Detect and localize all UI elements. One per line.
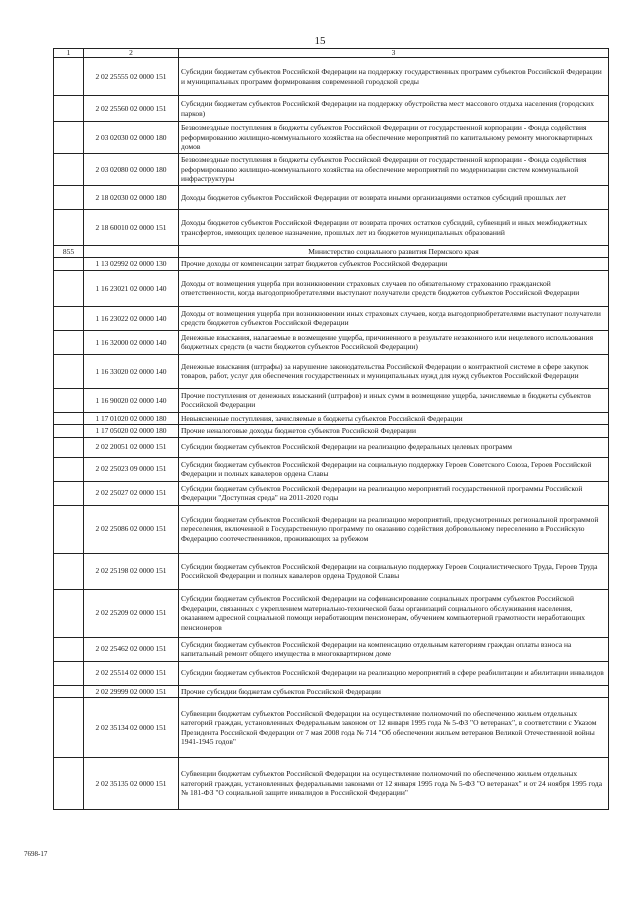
header-col-2: 2 [84, 49, 179, 58]
table-row [54, 698, 609, 758]
agency-code-cell [54, 122, 84, 154]
agency-code-cell [54, 589, 84, 637]
budget-code-cell: 1 13 02992 02 0000 130 [84, 258, 179, 270]
agency-code-cell [54, 481, 84, 505]
budget-code-cell: 2 18 60010 02 0000 151 [84, 210, 179, 246]
budget-code-cell: 1 16 33020 02 0000 140 [84, 354, 179, 388]
description-cell: Субсидии бюджетам субъектов Российской Федерации на поддержку государственных программ субъектов Российской Федерации и муниципальных программ формирования современной городской среды [179, 58, 609, 96]
agency-code-cell [54, 425, 84, 437]
table-row [54, 186, 609, 210]
description-cell: Субвенции бюджетам субъектов Российской Федерации на осуществление полномочий по обеспечению жильем отдельных категорий граждан, установленных федеральными законами от 12 января 1995 года № 5-ФЗ "О ветеранах" и от 24 ноября 1995 года № 181-ФЗ "О социальной защите инвалидов в Российской Федерации" [179, 758, 609, 810]
table-row [54, 58, 609, 96]
table-row [54, 589, 609, 637]
budget-code-cell: 2 02 25462 02 0000 151 [84, 637, 179, 661]
description-cell: Денежные взыскания, налагаемые в возмещение ущерба, причиненного в результате незаконного или нецелевого использования бюджетных средств (в части бюджетов субъектов Российской Федерации) [179, 330, 609, 354]
agency-code-cell [54, 388, 84, 412]
budget-code-cell: 2 02 25023 09 0000 151 [84, 457, 179, 481]
agency-code-cell [54, 553, 84, 589]
agency-code-cell [54, 661, 84, 685]
agency-code-cell [54, 698, 84, 758]
table-row [54, 210, 609, 246]
description-cell: Невыясненные поступления, зачисляемые в бюджеты субъектов Российской Федерации [179, 412, 609, 424]
description-cell: Прочие субсидии бюджетам субъектов Российской Федерации [179, 685, 609, 697]
table-header-row [54, 49, 609, 58]
agency-code-cell [54, 758, 84, 810]
budget-code-cell: 2 02 25086 02 0000 151 [84, 505, 179, 553]
description-cell: Субсидии бюджетам субъектов Российской Федерации на реализацию мероприятий, предусмотренных региональной программой переселения, включенной в Государственную программу по оказанию содействия добровольному переселению в Российскую Федерацию соотечественников, проживающих за рубежом [179, 505, 609, 553]
description-cell: Субсидии бюджетам субъектов Российской Федерации на поддержку обустройства мест массового отдыха населения (городских парков) [179, 96, 609, 122]
table-row [54, 437, 609, 457]
description-cell: Субсидии бюджетам субъектов Российской Федерации на социальную поддержку Героев Советского Союза, Героев Российской Федерации и полных кавалеров ордена Славы [179, 457, 609, 481]
table-row [54, 354, 609, 388]
budget-code-cell: 2 03 02080 02 0000 180 [84, 154, 179, 186]
description-cell: Министерство социального развития Пермского края [179, 246, 609, 258]
agency-code-cell [54, 306, 84, 330]
description-cell: Прочие доходы от компенсации затрат бюджетов субъектов Российской Федерации [179, 258, 609, 270]
agency-code-cell [54, 354, 84, 388]
agency-code-cell [54, 186, 84, 210]
agency-code-cell [54, 330, 84, 354]
description-cell: Безвозмездные поступления в бюджеты субъектов Российской Федерации от государственной корпорации - Фонда содействия реформированию жилищно-коммунального хозяйства на обеспечение мероприятий по капитальному ремонту многоквартирных домов [179, 122, 609, 154]
budget-code-cell: 2 02 25027 02 0000 151 [84, 481, 179, 505]
agency-code-cell [54, 412, 84, 424]
description-cell: Субсидии бюджетам субъектов Российской Федерации на компенсацию отдельным категориям граждан оплаты взноса на капитальный ремонт общего имущества в многоквартирном доме [179, 637, 609, 661]
budget-code-cell: 2 03 02030 02 0000 180 [84, 122, 179, 154]
budget-code-cell: 2 02 29999 02 0000 151 [84, 685, 179, 697]
table-row [54, 154, 609, 186]
budget-code-cell: 1 16 32000 02 0000 140 [84, 330, 179, 354]
table-row [54, 425, 609, 437]
agency-code-cell [54, 637, 84, 661]
agency-code-cell [54, 457, 84, 481]
budget-code-cell: 2 02 20051 02 0000 151 [84, 437, 179, 457]
description-cell: Субсидии бюджетам субъектов Российской Федерации на социальную поддержку Героев Социалистического Труда, Героев Труда Российской Федерации и полных кавалеров ордена Трудовой Славы [179, 553, 609, 589]
budget-code-cell: 1 16 90020 02 0000 140 [84, 388, 179, 412]
budget-code-cell: 2 02 25209 02 0000 151 [84, 589, 179, 637]
table-row [54, 96, 609, 122]
budget-code-cell: 1 16 23021 02 0000 140 [84, 270, 179, 306]
description-cell: Субвенции бюджетам субъектов Российской Федерации на осуществление полномочий по обеспечению жильем отдельных категорий граждан, установленных Федеральным законом от 12 января 1995 года № 5-ФЗ "О ветеранах", в соответствии с Указом Президента Российской Федерации от 7 мая 2008 года № 714 "Об обеспечении жильем ветеранов Великой Отечественной войны 1941-1945 годов" [179, 698, 609, 758]
table-row [54, 122, 609, 154]
page-number: 15 [314, 35, 326, 47]
table-row [54, 270, 609, 306]
table-row [54, 412, 609, 424]
document-footer-code: 7698-17 [24, 850, 48, 858]
budget-code-cell: 2 02 25514 02 0000 151 [84, 661, 179, 685]
description-cell: Доходы от возмещения ущерба при возникновении иных страховых случаев, когда выгодоприобретателями выступают получатели средств бюджетов субъектов Российской Федерации [179, 306, 609, 330]
budget-code-cell: 2 02 25198 02 0000 151 [84, 553, 179, 589]
header-col-1: 1 [54, 49, 84, 58]
table-row [54, 661, 609, 685]
agency-code-cell [54, 96, 84, 122]
budget-code-cell: 2 02 35135 02 0000 151 [84, 758, 179, 810]
table-row [54, 758, 609, 810]
revenue-codes-table [53, 48, 609, 810]
description-cell: Прочие поступления от денежных взысканий (штрафов) и иных сумм в возмещение ущерба, зачисляемые в бюджеты субъектов Российской Федерации [179, 388, 609, 412]
agency-code-cell: 855 [54, 246, 84, 258]
table-row [54, 505, 609, 553]
budget-code-cell: 1 16 23022 02 0000 140 [84, 306, 179, 330]
table-row [54, 637, 609, 661]
budget-code-cell: 2 18 02030 02 0000 180 [84, 186, 179, 210]
agency-code-cell [54, 685, 84, 697]
agency-code-cell [54, 210, 84, 246]
budget-code-cell: 1 17 05020 02 0000 180 [84, 425, 179, 437]
table-row [54, 388, 609, 412]
agency-code-cell [54, 437, 84, 457]
agency-code-cell [54, 154, 84, 186]
table-row [54, 258, 609, 270]
table-row [54, 481, 609, 505]
agency-code-cell [54, 270, 84, 306]
table-body [54, 58, 609, 810]
description-cell: Субсидии бюджетам субъектов Российской Федерации на реализацию федеральных целевых программ [179, 437, 609, 457]
table-row [54, 457, 609, 481]
budget-code-cell: 2 02 35134 02 0000 151 [84, 698, 179, 758]
agency-code-cell [54, 258, 84, 270]
header-col-3: 3 [179, 49, 609, 58]
budget-code-cell: 2 02 25555 02 0000 151 [84, 58, 179, 96]
description-cell: Доходы бюджетов субъектов Российской Федерации от возврата прочих остатков субсидий, субвенций и иных межбюджетных трансфертов, имеющих целевое назначение, прошлых лет из бюджетов муниципальных образований [179, 210, 609, 246]
description-cell: Субсидии бюджетам субъектов Российской Федерации на реализацию мероприятий государственной программы Российской Федерации "Доступная среда" на 2011-2020 годы [179, 481, 609, 505]
table-row [54, 306, 609, 330]
budget-code-cell: 1 17 01020 02 0000 180 [84, 412, 179, 424]
agency-code-cell [54, 58, 84, 96]
description-cell: Доходы бюджетов субъектов Российской Федерации от возврата иными организациями остатков субсидий прошлых лет [179, 186, 609, 210]
table-row [54, 330, 609, 354]
budget-code-cell [84, 246, 179, 258]
budget-code-cell: 2 02 25560 02 0000 151 [84, 96, 179, 122]
table-row [54, 553, 609, 589]
description-cell: Безвозмездные поступления в бюджеты субъектов Российской Федерации от государственной корпорации - Фонда содействия реформированию жилищно-коммунального хозяйства на обеспечение мероприятий по модернизации систем коммунальной инфраструктуры [179, 154, 609, 186]
description-cell: Доходы от возмещения ущерба при возникновении страховых случаев по обязательному страхованию гражданской ответственности, когда выгодоприобретателями выступают получатели средств бюджетов субъектов Российской Федерации [179, 270, 609, 306]
agency-code-cell [54, 505, 84, 553]
table-row [54, 685, 609, 697]
table-section-row [54, 246, 609, 258]
description-cell: Субсидии бюджетам субъектов Российской Федерации на софинансирование социальных программ субъектов Российской Федерации, связанных с укреплением материально-технической базы организаций социального обслуживания населения, оказанием адресной социальной помощи неработающим пенсионерам, обучением компьютерной грамотности неработающих пенсионеров [179, 589, 609, 637]
description-cell: Денежные взыскания (штрафы) за нарушение законодательства Российской Федерации о контрактной системе в сфере закупок товаров, работ, услуг для обеспечения государственных и муниципальных нужд для нужд субъектов Российской Федерации [179, 354, 609, 388]
description-cell: Субсидии бюджетам субъектов Российской Федерации на реализацию мероприятий в сфере реабилитации и абилитации инвалидов [179, 661, 609, 685]
description-cell: Прочие неналоговые доходы бюджетов субъектов Российской Федерации [179, 425, 609, 437]
